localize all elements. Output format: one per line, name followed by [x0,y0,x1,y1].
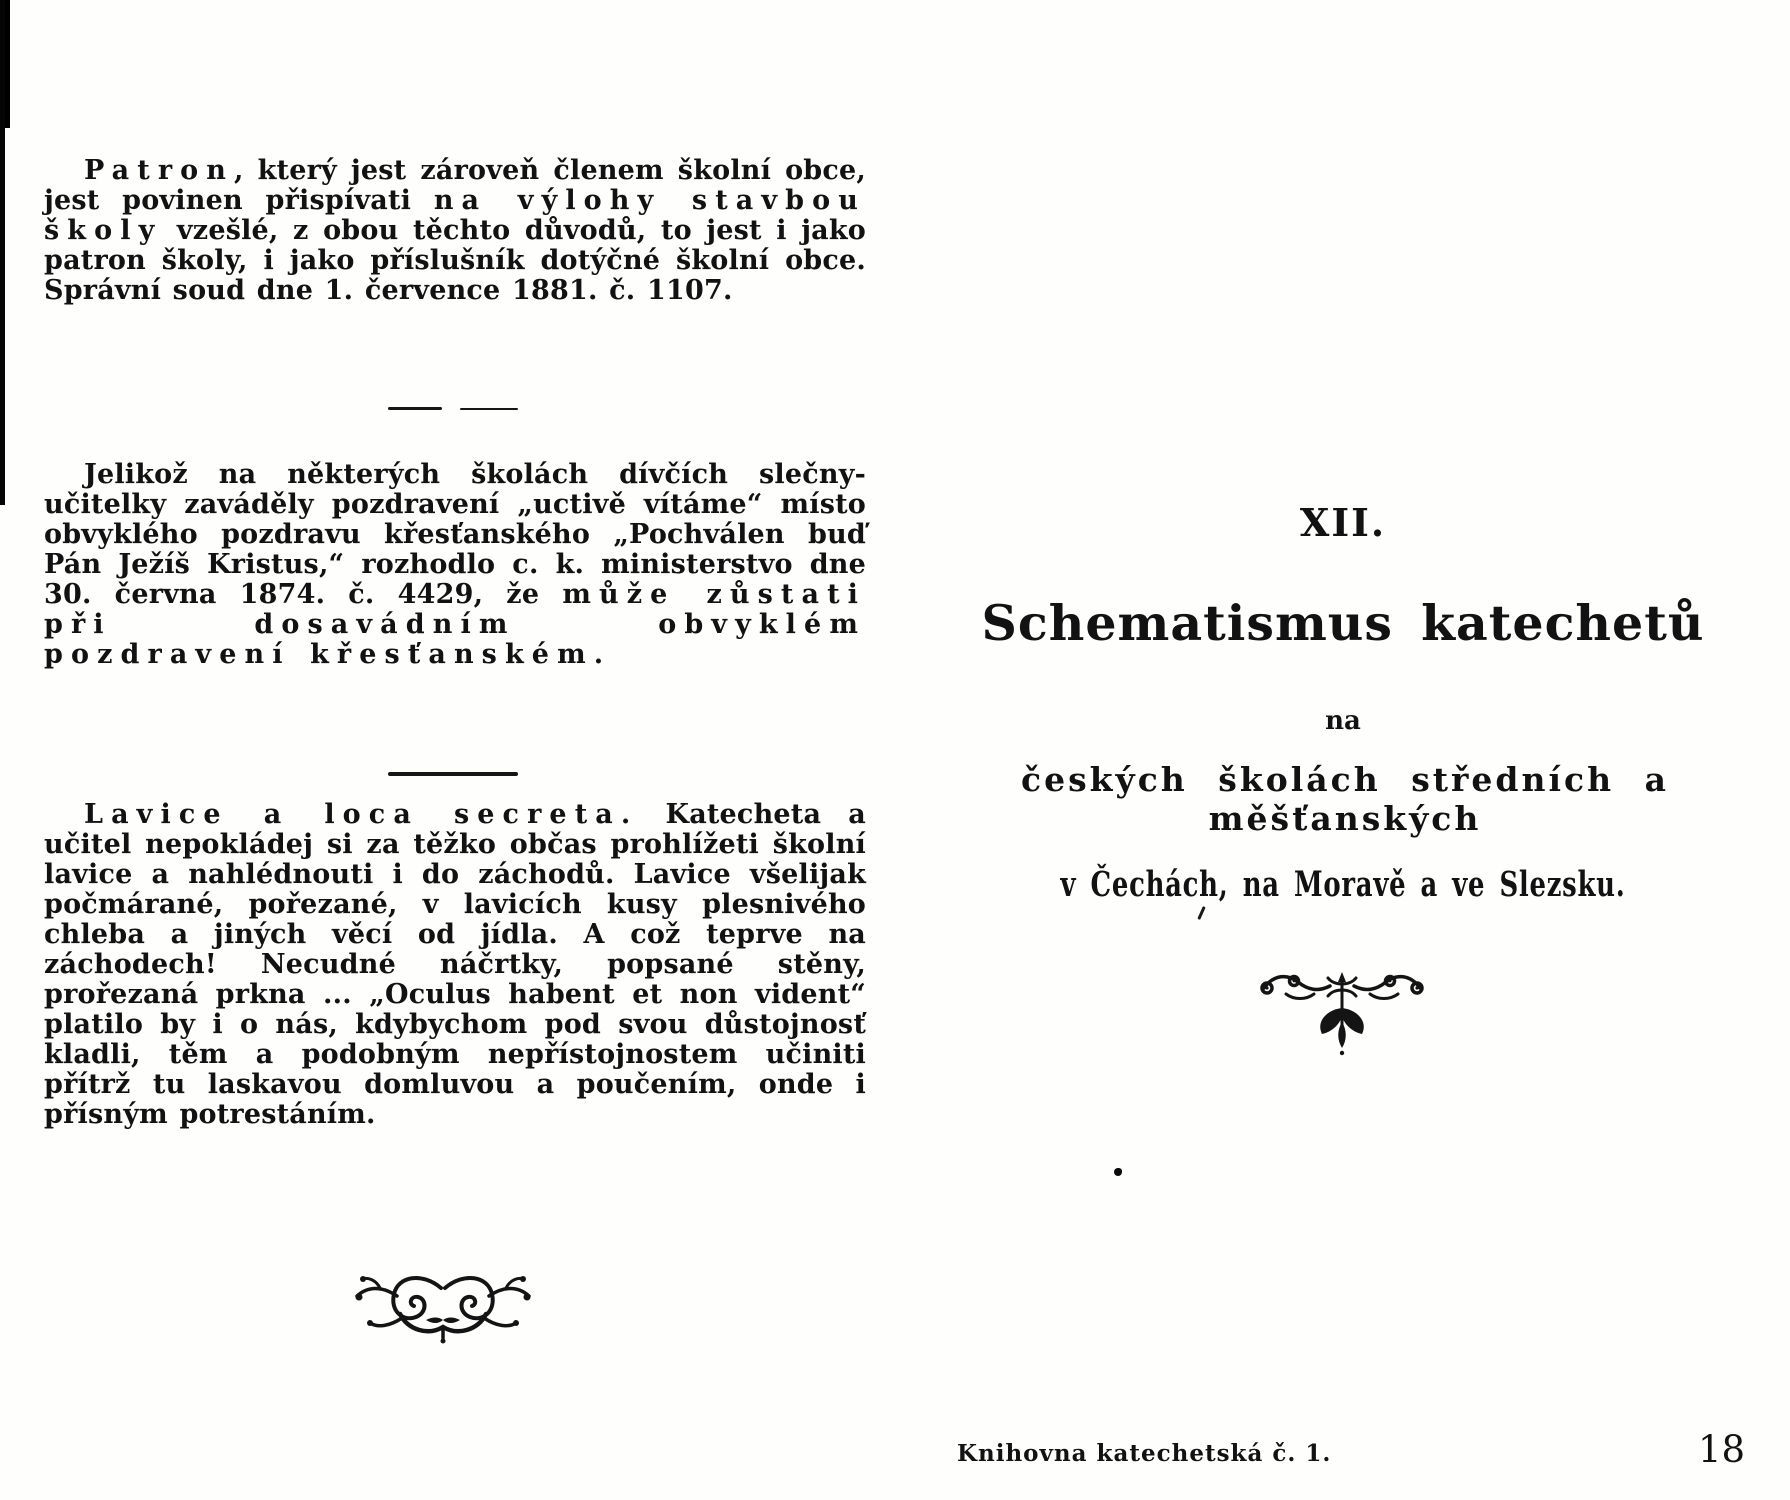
scroll-flourish-ornament [350,1266,536,1346]
scan-edge-artifact [0,0,5,505]
paragraph-lavice [44,800,866,1130]
section-divider-rule [388,772,518,776]
emphasis-lavice: Lavice a loca secreta. [84,799,639,830]
paragraph-greeting-decree [44,460,866,670]
emphasis-pozdraveni: může zůstati při dosavádním obvyklém pozdravení křesťanském [44,579,867,670]
ink-dot-artifact [1114,1168,1122,1176]
section-divider-dash-right [460,408,518,410]
palmette-flourish-ornament [1258,968,1426,1060]
series-footnote: Knihovna katechetská č. 1. [957,1440,1332,1467]
paragraph-patron [44,156,866,306]
title-connector: na [1325,706,1361,736]
page-number: 18 [1698,1428,1746,1471]
body-text: Jelikož na některých školách dívčích slečny-učitelky zaváděly pozdravení „uctivě vítáme“ místo obvyklého pozdravu křesťanského „Pochválen buď Pán Ježíš Kristus,“ rozhodlo c. k. ministerstvo dne 30. června 1874. č. 4429, že [44,459,866,610]
stray-ink-mark [1197,906,1205,920]
body-text: , který jest zároveň členem školní obce, jest povinen přispívati [44,155,866,216]
subtitle-schools: českých školách středních a měšťanských [1021,760,1669,838]
emphasis-patron: Patron [84,155,235,186]
body-text: vzešlé, z obou těchto důvodů, to jest i jako patron školy, i jako příslušník dotýčné školní obce. Správní soud dne 1. července 1881. č. 1107. [44,215,866,306]
body-text: Katecheta a učitel nepokládej si za těžko občas prohlížeti školní lavice a nahlédnouti i do záchodů. Lavice všelijak počmárané, pořezané, v lavicích kusy plesnivého chleba a jiných věcí od jídla. A což teprve na záchodech! Necudné náčrtky, popsané stěny, prořezaná prkna ... „Oculus habent et non vident“ platilo by i o nás, kdybychom pod svou důstojnosť kladli, těm a podobným nepřístojnostem učiniti přítrž tu laskavou domluvou a poučením, onde i přísným potrestáním. [44,799,866,1130]
emphasis-vylohy: na výlohy stavbou školy [44,185,866,246]
section-divider-dash-left [388,407,442,410]
chapter-number: XII. [1299,500,1387,545]
subtitle-lands: v Čechách, na Moravě a ve Slezsku. [1060,864,1626,905]
chapter-title: Schematismus katechetů [981,594,1705,652]
body-text: . [593,639,604,670]
